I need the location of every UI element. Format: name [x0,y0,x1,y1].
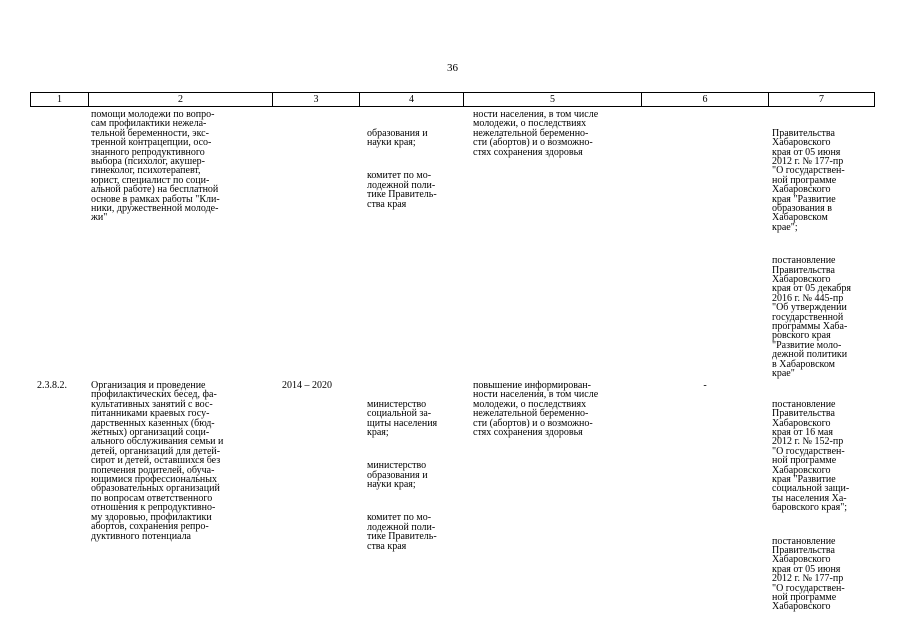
row1-executor: образования и науки края; [367,127,428,149]
row1-legal-doc: Правительства Хабаровского края от 05 июня 2012 г. № 177-пр "О государствен- ной программе Хабаровского края "Развитие образования в Хабаровском крае"; [772,127,845,233]
table-header-row [30,92,875,107]
row2-expected-result: повышение информирован- ности населения, в том числе молодежи, о последствиях нежелательной беременно- сти (абортов) и о возможно- стях сохранения здоровья [473,380,599,439]
header-col-7: 7 [819,94,824,105]
row1-executors [367,110,437,223]
row2-legal-doc: постановление Правительства Хабаровского края от 16 мая 2012 г. № 152-пр "О государствен- ной программе Хабаровского края "Развитие социальной защи- ты населения Ха- баровского края"; [772,398,850,514]
header-col-5: 5 [550,94,555,105]
header-col-3: 3 [313,94,319,105]
row1-expected-result: ности населения, в том числе молодежи, о последствиях нежелательной беременно- сти (абортов) и о возможно- стях сохранения здоровья [473,109,599,158]
page-number: 36 [447,62,458,74]
header-col-6: 6 [702,94,708,105]
header-col-2: 2 [178,94,183,105]
row2-item-number: 2.3.8.2. [37,380,67,391]
row2-executor: министерство социальной за- щиты населения края; [367,398,438,439]
header-col-4: 4 [409,94,414,105]
row2-period: 2014 – 2020 [282,380,332,391]
row2-col6-dash: - [703,380,707,391]
row2-legal-doc: постановление Правительства Хабаровского края от 05 июня 2012 г. № 177-пр "О государствен- ной программе Хабаровского [772,535,845,613]
row2-executor: комитет по мо- лодежной поли- тике Правитель- ства края [367,512,437,552]
row1-executor: комитет по мо- лодежной поли- тике Правитель- ства края [367,170,437,210]
row2-executor: министерство образования и науки края; [367,460,428,491]
row2-measure-text: Организация и проведение профилактических бесед, фа- культативных занятий с вос- питанниками краевых госу- дарственных казенных (бюд- жетных) организаций соци- ального обслуживания семьи и детей, организаций для детей- сирот и детей, оставшихся без попечения родителей, обуча- ющимися профессиональных образовательных организаций по вопросам ответственного отношения к репродуктивно- му здоровью, профилактики абортов, сохранения репро- дуктивного потенциала [91,380,224,542]
row1-measure-text: помощи молодежи по вопро- сам профилактики нежела- тельной беременности, экс- тренной контрацепции, осо- знанного репродуктивного выбора (психолог, акушер- гинеколог, психотерапевт, юрист, специалист по соци- альной работе) на бесплатной основе в рамках работы "Кли- ники, дружественной молоде- жи" [91,109,220,224]
row2-legal-basis [772,381,849,626]
row2-executors [367,381,437,565]
row1-legal-doc: постановление Правительства Хабаровского края от 05 декабря 2016 г. № 445-пр "Об утверждении государственной программы Хаба- ровского края "Развитие моло- дежной политики в Хабаровском крае" [772,255,851,379]
row1-legal-basis [772,110,851,393]
header-col-1: 1 [57,94,62,105]
